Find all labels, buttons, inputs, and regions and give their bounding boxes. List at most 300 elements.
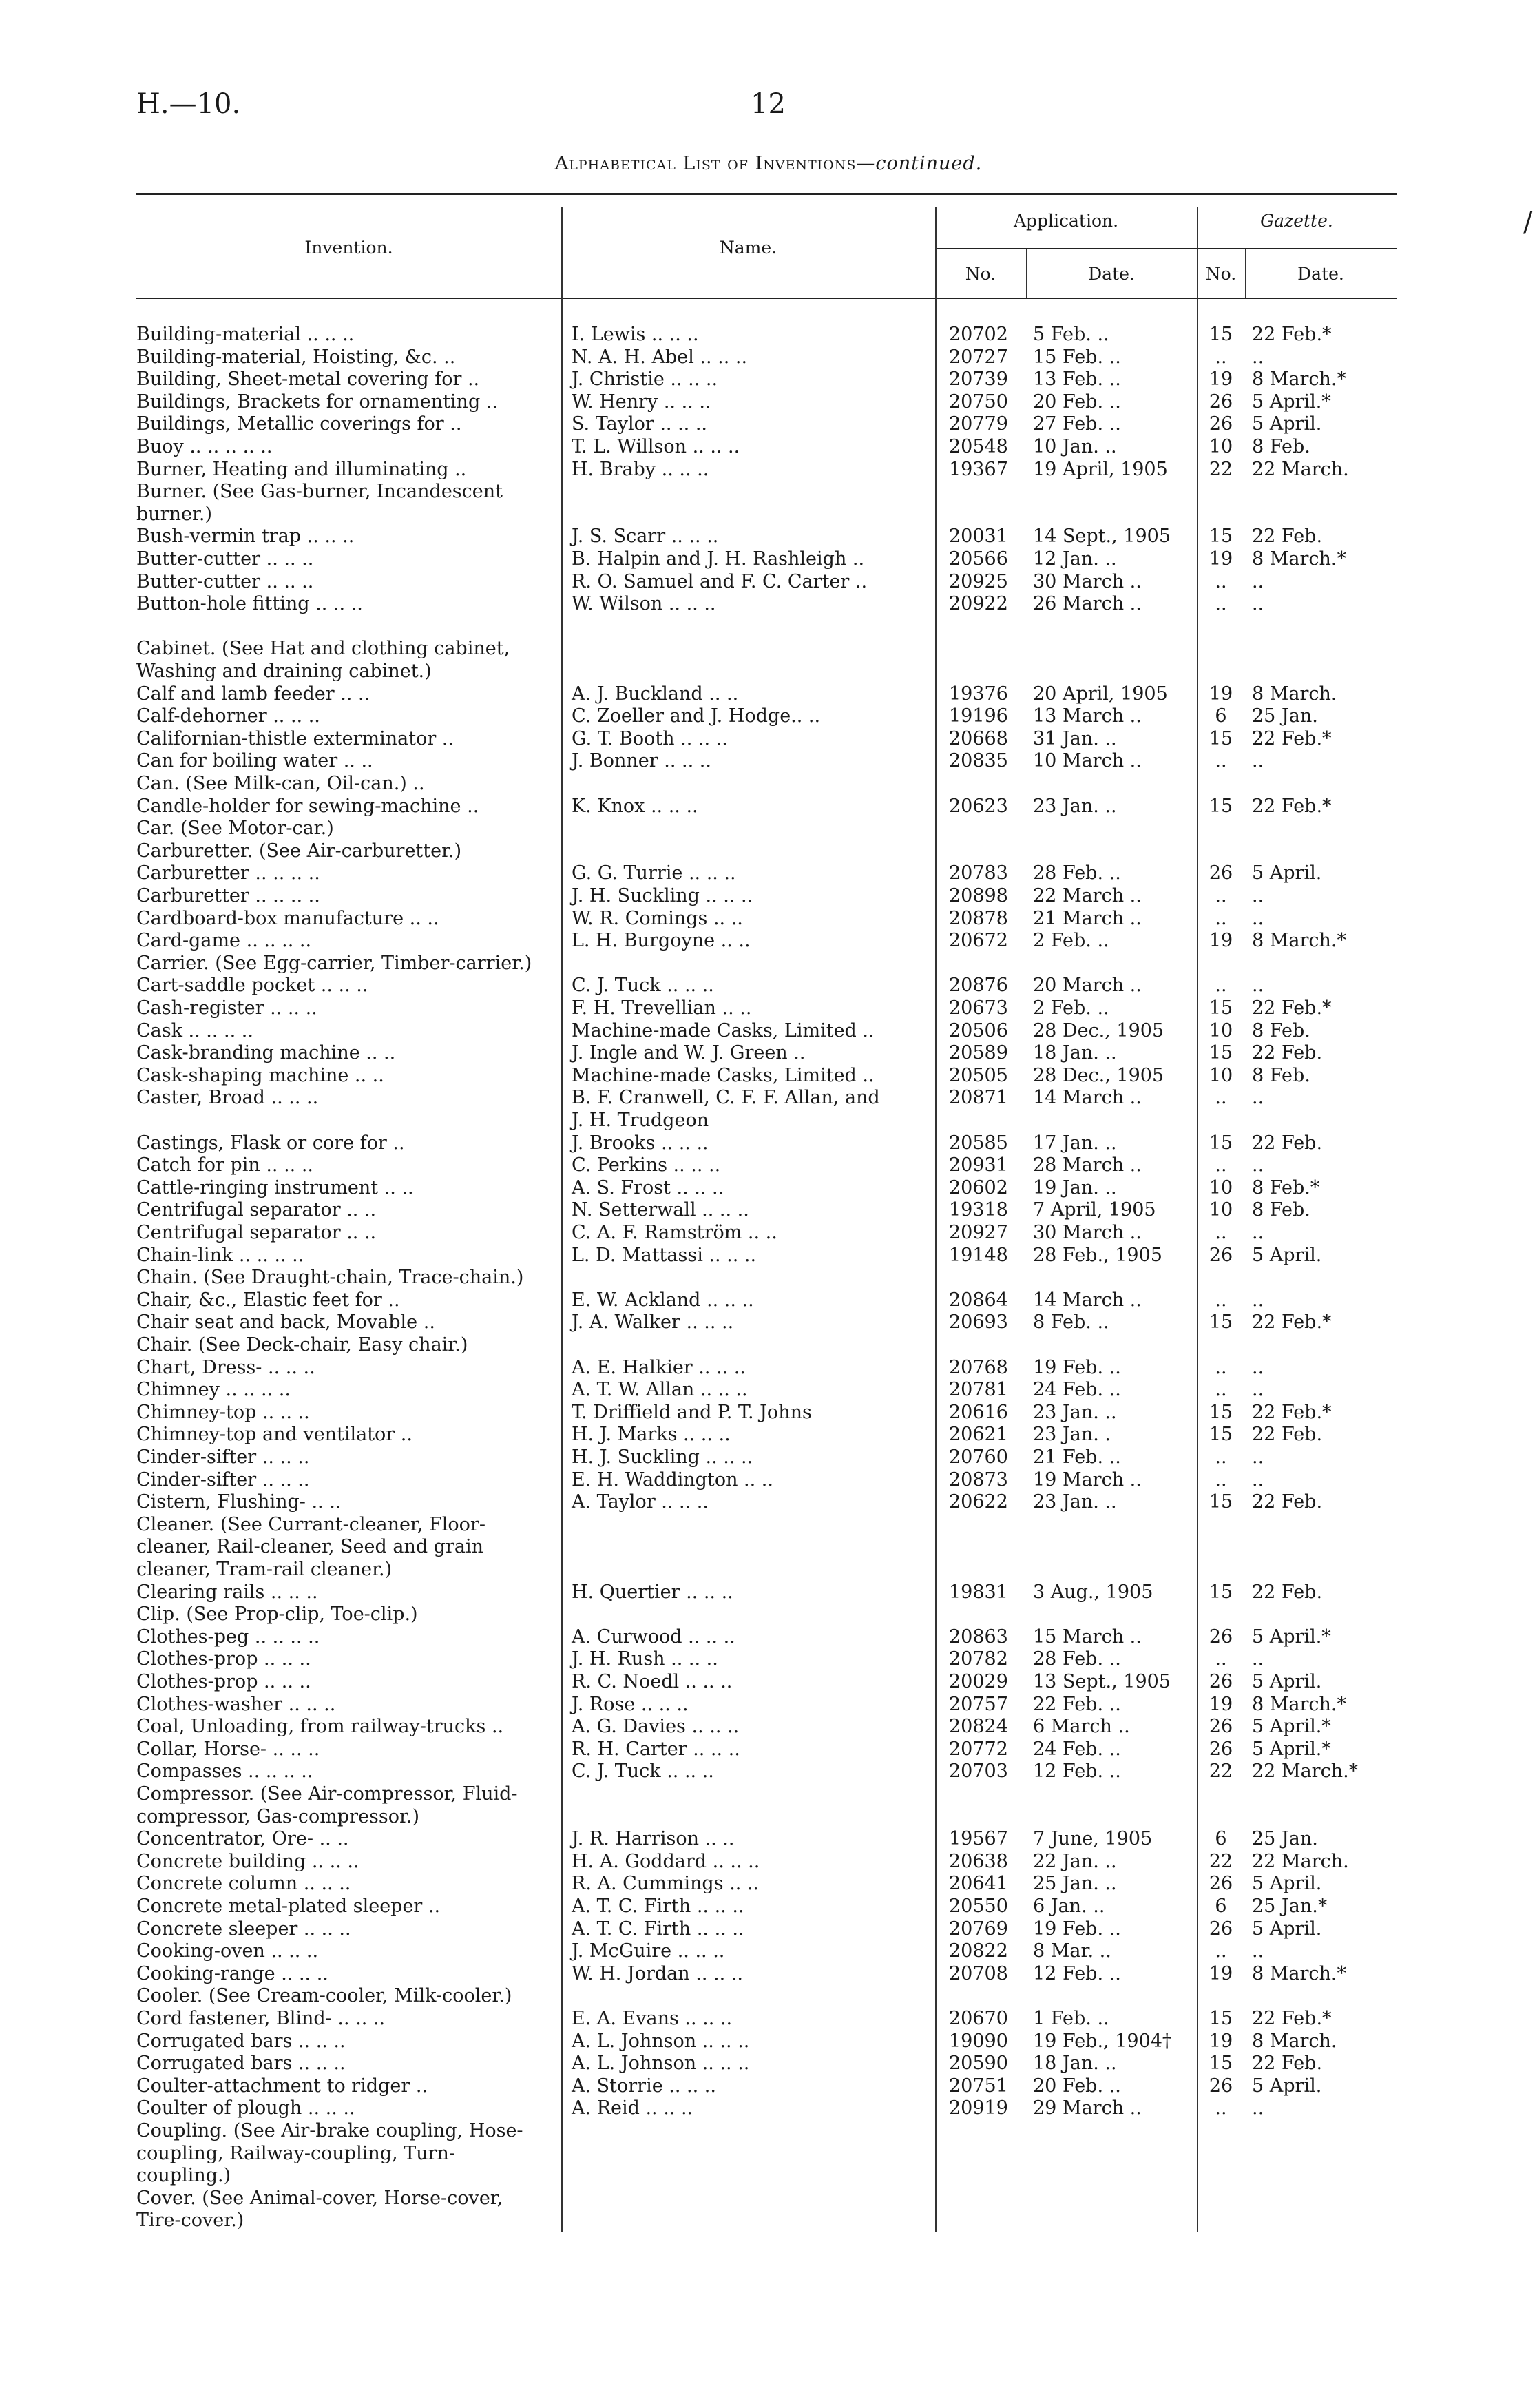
gazette-date-cell: .. (1252, 1648, 1264, 1670)
application-number-cell: 20621 (949, 1424, 1008, 1446)
invention-cell: Corrugated bars .. .. .. (136, 2030, 346, 2052)
gazette-number-cell: 15 (1209, 2008, 1233, 2029)
application-number-cell: 20925 (949, 570, 1008, 592)
gazette-number-cell: 26 (1209, 1918, 1233, 1940)
name-cell: A. T. W. Allan .. .. .. (572, 1379, 748, 1401)
invention-cell: Collar, Horse- .. .. .. (136, 1738, 320, 1760)
application-number-cell: 20622 (949, 1491, 1008, 1513)
application-date-cell: 15 March .. (1033, 1626, 1142, 1648)
application-date-cell: 20 Feb. .. (1033, 391, 1121, 413)
invention-cell: Californian-thistle exterminator .. (136, 727, 454, 749)
gazette-date-cell: .. (1252, 1379, 1264, 1401)
name-cell: R. C. Noedl .. .. .. (572, 1671, 733, 1692)
application-number-cell: 19367 (949, 458, 1008, 480)
gazette-number-cell: .. (1215, 1222, 1227, 1243)
name-cell: C. Zoeller and J. Hodge.. .. (572, 705, 821, 727)
application-number-cell: 20702 (949, 324, 1008, 345)
gazette-number-cell: 26 (1209, 1244, 1233, 1266)
application-number-cell: 20673 (949, 997, 1008, 1019)
name-cell: C. A. F. Ramström .. .. (572, 1222, 777, 1243)
name-cell: G. G. Turrie .. .. .. (572, 862, 736, 884)
gazette-date-cell: .. (1252, 2097, 1264, 2119)
invention-cell: Can for boiling water .. .. (136, 750, 373, 772)
application-number-cell: 20727 (949, 346, 1008, 368)
gazette-date-cell: 22 March.* (1252, 1761, 1359, 1783)
application-date-cell: 28 March .. (1033, 1154, 1142, 1176)
gazette-date-cell: 22 Feb.* (1252, 1311, 1332, 1333)
gazette-date-cell: 22 Feb.* (1252, 727, 1332, 749)
gazette-number-cell: .. (1215, 593, 1227, 615)
invention-cell: Cooking-range .. .. .. (136, 1962, 328, 1984)
application-number-cell: 20590 (949, 2053, 1008, 2075)
invention-cell: Chimney-top and ventilator .. (136, 1424, 412, 1446)
application-date-cell: 20 April, 1905 (1033, 683, 1168, 705)
invention-cell: Carburetter .. .. .. .. (136, 885, 320, 906)
invention-cell: Cabinet. (See Hat and clothing cabinet, (136, 638, 510, 660)
margin-mark: / (1523, 207, 1533, 238)
invention-cell: Buildings, Brackets for ornamenting .. (136, 391, 498, 413)
title-suffix: —continued. (856, 153, 983, 174)
application-number-cell: 19196 (949, 705, 1008, 727)
name-cell: J. A. Walker .. .. .. (572, 1311, 734, 1333)
gazette-date-cell: .. (1252, 975, 1264, 997)
application-number-cell: 20863 (949, 1626, 1008, 1648)
gazette-number-cell: .. (1215, 975, 1227, 997)
application-number-cell: 20931 (949, 1154, 1008, 1176)
gazette-number-cell: 26 (1209, 413, 1233, 435)
application-number-cell: 20760 (949, 1446, 1008, 1468)
invention-cell: Castings, Flask or core for .. (136, 1132, 405, 1154)
invention-cell: Catch for pin .. .. .. (136, 1154, 313, 1176)
invention-cell: Centrifugal separator .. .. (136, 1199, 377, 1221)
name-cell: Machine-made Casks, Limited .. (572, 1019, 875, 1041)
gazette-date-cell: 8 March.* (1252, 930, 1347, 952)
name-cell: A. Curwood .. .. .. (572, 1626, 735, 1648)
name-cell: G. T. Booth .. .. .. (572, 727, 728, 749)
application-number-cell: 20864 (949, 1289, 1008, 1311)
application-date-cell: 19 March .. (1033, 1468, 1142, 1491)
gazette-date-cell: .. (1252, 885, 1264, 906)
invention-cell: Compressor. (See Air-compressor, Fluid- (136, 1783, 518, 1805)
col-header-gaz-date: Date. (1297, 264, 1344, 284)
name-cell: E. W. Ackland .. .. .. (572, 1289, 754, 1311)
application-date-cell: 22 March .. (1033, 885, 1142, 906)
gazette-number-cell: 19 (1209, 1962, 1233, 1984)
invention-cell: Burner. (See Gas-burner, Incandescent (136, 481, 503, 503)
gazette-number-cell: .. (1215, 1446, 1227, 1468)
name-cell: W. Henry .. .. .. (572, 391, 711, 413)
gazette-date-cell: 22 Feb.* (1252, 997, 1332, 1019)
name-cell: N. Setterwall .. .. .. (572, 1199, 749, 1221)
gazette-number-cell: 10 (1209, 1019, 1233, 1041)
gazette-date-cell: 8 March. (1252, 683, 1337, 705)
invention-cell: Calf-dehorner .. .. .. (136, 705, 320, 727)
application-date-cell: 28 Dec., 1905 (1033, 1064, 1164, 1086)
col-header-gazette: Gazette. (1260, 211, 1333, 231)
invention-cell: Cask .. .. .. .. (136, 1019, 253, 1041)
application-date-cell: 13 March .. (1033, 705, 1142, 727)
application-date-cell: 8 Feb. .. (1033, 1311, 1109, 1333)
gazette-date-cell: 8 Feb. (1252, 1019, 1310, 1041)
application-number-cell: 20506 (949, 1019, 1008, 1041)
page-title (0, 153, 1537, 174)
application-date-cell: 6 March .. (1033, 1716, 1130, 1738)
application-number-cell: 20623 (949, 795, 1008, 817)
name-cell: S. Taylor .. .. .. (572, 413, 708, 435)
application-number-cell: 20898 (949, 885, 1008, 906)
invention-cell: Cart-saddle pocket .. .. .. (136, 975, 368, 997)
application-number-cell: 20029 (949, 1671, 1008, 1692)
gazette-date-cell: 5 April. (1252, 413, 1322, 435)
gazette-date-cell: 5 April. (1252, 2075, 1322, 2097)
invention-cell: Candle-holder for sewing-machine .. (136, 795, 479, 817)
invention-cell: Clothes-peg .. .. .. .. (136, 1626, 320, 1648)
application-number-cell: 20708 (949, 1962, 1008, 1984)
invention-cell: Car. (See Motor-car.) (136, 818, 334, 840)
invention-cell: Cistern, Flushing- .. .. (136, 1491, 342, 1513)
invention-cell: Cardboard-box manufacture .. .. (136, 907, 439, 929)
gazette-date-cell: 22 Feb. (1252, 1132, 1323, 1154)
name-cell: J. Brooks .. .. .. (572, 1132, 709, 1154)
invention-cell: Cinder-sifter .. .. .. (136, 1446, 310, 1468)
gazette-date-cell: .. (1252, 593, 1264, 615)
gazette-date-cell: 5 April. (1252, 1918, 1322, 1940)
name-cell: B. F. Cranwell, C. F. F. Allan, and (572, 1087, 880, 1109)
name-cell: I. Lewis .. .. .. (572, 324, 699, 345)
application-date-cell: 12 Jan. .. (1033, 548, 1117, 570)
invention-cell: Cask-branding machine .. .. (136, 1042, 396, 1064)
application-date-cell: 19 Jan. .. (1033, 1176, 1117, 1198)
application-date-cell: 19 Feb., 1904† (1033, 2030, 1172, 2052)
gazette-number-cell: 26 (1209, 1738, 1233, 1760)
application-date-cell: 23 Jan. .. (1033, 795, 1117, 817)
invention-cell: Concrete column .. .. .. (136, 1873, 351, 1895)
invention-cell: Chair seat and back, Movable .. (136, 1311, 435, 1333)
name-cell: C. J. Tuck .. .. .. (572, 1761, 714, 1783)
invention-cell: Clip. (See Prop-clip, Toe-clip.) (136, 1603, 418, 1626)
gazette-date-cell: 5 April. (1252, 862, 1322, 884)
name-cell: Machine-made Casks, Limited .. (572, 1064, 875, 1086)
application-number-cell: 20922 (949, 593, 1008, 615)
application-number-cell: 20757 (949, 1693, 1008, 1715)
application-date-cell: 14 March .. (1033, 1289, 1142, 1311)
invention-cell: Cattle-ringing instrument .. .. (136, 1176, 414, 1198)
gazette-number-cell: 15 (1209, 1042, 1233, 1064)
application-number-cell: 20768 (949, 1356, 1008, 1378)
gazette-number-cell: 15 (1209, 1491, 1233, 1513)
application-number-cell: 20670 (949, 2008, 1008, 2029)
gazette-number-cell: 15 (1209, 997, 1233, 1019)
gazette-number-cell: 26 (1209, 862, 1233, 884)
application-number-cell: 20822 (949, 1940, 1008, 1962)
application-number-cell: 20585 (949, 1132, 1008, 1154)
gazette-date-cell: .. (1252, 750, 1264, 772)
gazette-number-cell: 22 (1209, 1761, 1233, 1783)
gazette-date-cell: 22 Feb. (1252, 1491, 1323, 1513)
application-number-cell: 20835 (949, 750, 1008, 772)
name-cell: L. H. Burgoyne .. .. (572, 930, 751, 952)
invention-cell: Cash-register .. .. .. (136, 997, 317, 1019)
invention-cell: Cover. (See Animal-cover, Horse-cover, (136, 2187, 503, 2209)
gazette-number-cell: .. (1215, 1356, 1227, 1378)
invention-cell: coupling.) (136, 2165, 231, 2187)
name-cell: B. Halpin and J. H. Rashleigh .. (572, 548, 865, 570)
gazette-date-cell: 8 Feb. (1252, 436, 1310, 457)
gazette-date-cell: .. (1252, 1940, 1264, 1962)
name-cell: A. L. Johnson .. .. .. (572, 2030, 750, 2052)
invention-cell: coupling, Railway-coupling, Turn- (136, 2142, 456, 2164)
application-number-cell: 20783 (949, 862, 1008, 884)
gazette-number-cell: 6 (1215, 1896, 1227, 1917)
application-number-cell: 20873 (949, 1468, 1008, 1491)
application-number-cell: 20739 (949, 369, 1008, 391)
gazette-date-cell: 22 Feb. (1252, 2053, 1323, 2075)
application-number-cell: 20668 (949, 727, 1008, 749)
gazette-date-cell: .. (1252, 1356, 1264, 1378)
name-cell: A. L. Johnson .. .. .. (572, 2053, 750, 2075)
name-cell: R. O. Samuel and F. C. Carter .. (572, 570, 868, 592)
invention-cell: Calf and lamb feeder .. .. (136, 683, 370, 705)
invention-cell: Caster, Broad .. .. .. (136, 1087, 319, 1109)
application-date-cell: 10 March .. (1033, 750, 1142, 772)
invention-cell: Carburetter .. .. .. .. (136, 862, 320, 884)
application-date-cell: 28 Feb. .. (1033, 862, 1121, 884)
application-date-cell: 20 March .. (1033, 975, 1142, 997)
gazette-number-cell: .. (1215, 1289, 1227, 1311)
invention-cell: Concrete metal-plated sleeper .. (136, 1896, 441, 1917)
application-number-cell: 20824 (949, 1716, 1008, 1738)
application-date-cell: 28 Dec., 1905 (1033, 1019, 1164, 1041)
gazette-number-cell: .. (1215, 570, 1227, 592)
application-date-cell: 12 Feb. .. (1033, 1962, 1121, 1984)
gazette-date-cell: 5 April.* (1252, 1738, 1331, 1760)
application-number-cell: 20548 (949, 436, 1008, 457)
invention-cell: Buildings, Metallic coverings for .. (136, 413, 462, 435)
application-date-cell: 30 March .. (1033, 1222, 1142, 1243)
gazette-date-cell: 22 March. (1252, 1850, 1349, 1872)
application-date-cell: 24 Feb. .. (1033, 1379, 1121, 1401)
application-date-cell: 30 March .. (1033, 570, 1142, 592)
application-date-cell: 21 Feb. .. (1033, 1446, 1121, 1468)
gazette-date-cell: 8 March.* (1252, 1693, 1347, 1715)
application-date-cell: 2 Feb. .. (1033, 930, 1109, 952)
application-number-cell: 20751 (949, 2075, 1008, 2097)
gazette-number-cell: .. (1215, 1648, 1227, 1670)
gazette-date-cell: 8 Feb. (1252, 1199, 1310, 1221)
application-date-cell: 15 Feb. .. (1033, 346, 1121, 368)
gazette-date-cell: 22 Feb. (1252, 1581, 1323, 1603)
gazette-date-cell: 22 Feb.* (1252, 2008, 1332, 2029)
title-main: Alphabetical List of Inventions (554, 153, 857, 174)
gazette-number-cell: .. (1215, 907, 1227, 929)
name-cell: A. Reid .. .. .. (572, 2097, 693, 2119)
name-cell: J. R. Harrison .. .. (572, 1828, 735, 1850)
gazette-number-cell: .. (1215, 750, 1227, 772)
name-cell: E. A. Evans .. .. .. (572, 2008, 733, 2029)
gazette-date-cell: 25 Jan.* (1252, 1896, 1328, 1917)
application-date-cell: 23 Jan. .. (1033, 1401, 1117, 1423)
gazette-date-cell: 22 Feb. (1252, 1424, 1323, 1446)
application-number-cell: 20638 (949, 1850, 1008, 1872)
invention-cell: cleaner, Rail-cleaner, Seed and grain (136, 1536, 484, 1558)
invention-cell: Tire-cover.) (136, 2210, 244, 2232)
application-number-cell: 20550 (949, 1896, 1008, 1917)
application-number-cell: 19090 (949, 2030, 1008, 2052)
gazette-date-cell: .. (1252, 1154, 1264, 1176)
name-cell: J. Rose .. .. .. (572, 1693, 689, 1715)
gazette-date-cell: 5 April.* (1252, 1716, 1331, 1738)
name-cell: A. J. Buckland .. .. (572, 683, 739, 705)
invention-cell: Centrifugal separator .. .. (136, 1222, 377, 1243)
gazette-number-cell: 15 (1209, 2053, 1233, 2075)
application-number-cell: 20031 (949, 526, 1008, 548)
gazette-number-cell: 15 (1209, 1311, 1233, 1333)
name-cell: F. H. Trevellian .. .. (572, 997, 752, 1019)
gazette-number-cell: 19 (1209, 683, 1233, 705)
name-cell: T. Driffield and P. T. Johns (572, 1401, 812, 1423)
gazette-date-cell: 5 April. (1252, 1244, 1322, 1266)
application-number-cell: 20782 (949, 1648, 1008, 1670)
invention-cell: Clothes-prop .. .. .. (136, 1671, 311, 1692)
name-cell: J. Ingle and W. J. Green .. (572, 1042, 806, 1064)
name-cell: H. J. Suckling .. .. .. (572, 1446, 753, 1468)
gazette-date-cell: 25 Jan. (1252, 705, 1318, 727)
application-date-cell: 14 Sept., 1905 (1033, 526, 1171, 548)
gazette-number-cell: 10 (1209, 436, 1233, 457)
gazette-date-cell: .. (1252, 570, 1264, 592)
gazette-number-cell: .. (1215, 1468, 1227, 1491)
application-date-cell: 7 June, 1905 (1033, 1828, 1153, 1850)
page-number: 12 (751, 88, 786, 120)
name-cell: N. A. H. Abel .. .. .. (572, 346, 748, 368)
name-cell: H. A. Goddard .. .. .. (572, 1850, 760, 1872)
name-cell: A. G. Davies .. .. .. (572, 1716, 740, 1738)
invention-cell: Bush-vermin trap .. .. .. (136, 526, 355, 548)
application-date-cell: 5 Feb. .. (1033, 324, 1109, 345)
gazette-date-cell: 8 March.* (1252, 548, 1347, 570)
application-number-cell: 20781 (949, 1379, 1008, 1401)
col-header-gaz-no: No. (1205, 264, 1237, 284)
invention-cell: Cooking-oven .. .. .. (136, 1940, 319, 1962)
name-cell: R. A. Cummings .. .. (572, 1873, 760, 1895)
application-date-cell: 8 Mar. .. (1033, 1940, 1111, 1962)
gazette-number-cell: 15 (1209, 727, 1233, 749)
gazette-number-cell: 19 (1209, 2030, 1233, 2052)
col-header-name: Name. (719, 238, 777, 258)
gazette-date-cell: .. (1252, 1222, 1264, 1243)
gazette-date-cell: 22 March. (1252, 458, 1349, 480)
invention-cell: Can. (See Milk-can, Oil-can.) .. (136, 773, 425, 794)
name-cell: K. Knox .. .. .. (572, 795, 698, 817)
invention-cell: Cask-shaping machine .. .. (136, 1064, 384, 1086)
header-bottom-rule (136, 298, 1397, 299)
invention-cell: Card-game .. .. .. .. (136, 930, 312, 952)
gazette-date-cell: .. (1252, 907, 1264, 929)
gazette-date-cell: 22 Feb. (1252, 1042, 1323, 1064)
gazette-date-cell: 5 April.* (1252, 1626, 1331, 1648)
application-number-cell: 19831 (949, 1581, 1008, 1603)
gazette-number-cell: 26 (1209, 2075, 1233, 2097)
name-cell: J. S. Scarr .. .. .. (572, 526, 719, 548)
gazette-number-cell: 10 (1209, 1064, 1233, 1086)
gazette-date-cell: 22 Feb.* (1252, 795, 1332, 817)
invention-cell: Concrete sleeper .. .. .. (136, 1918, 351, 1940)
invention-cell: Coal, Unloading, from railway-trucks .. (136, 1716, 504, 1738)
gazette-date-cell: 22 Feb. (1252, 526, 1323, 548)
application-date-cell: 6 Jan. .. (1033, 1896, 1105, 1917)
gazette-date-cell: .. (1252, 1446, 1264, 1468)
application-number-cell: 20589 (949, 1042, 1008, 1064)
application-date-cell: 18 Jan. .. (1033, 2053, 1117, 2075)
invention-cell: Building-material .. .. .. (136, 324, 355, 345)
gazette-number-cell: 26 (1209, 1716, 1233, 1738)
application-date-cell: 13 Sept., 1905 (1033, 1671, 1171, 1692)
invention-cell: Chart, Dress- .. .. .. (136, 1356, 315, 1378)
invention-cell: Carburetter. (See Air-carburetter.) (136, 840, 462, 862)
gazette-number-cell: 15 (1209, 1581, 1233, 1603)
invention-cell: Cleaner. (See Currant-cleaner, Floor- (136, 1513, 485, 1535)
invention-cell: Coulter of plough .. .. .. (136, 2097, 355, 2119)
application-number-cell: 20505 (949, 1064, 1008, 1086)
column-divider-name (561, 207, 563, 2232)
application-number-cell: 20779 (949, 413, 1008, 435)
application-number-cell: 20772 (949, 1738, 1008, 1760)
invention-cell: Burner, Heating and illuminating .. (136, 458, 467, 480)
invention-cell: Chimney .. .. .. .. (136, 1379, 291, 1401)
application-date-cell: 13 Feb. .. (1033, 369, 1121, 391)
gazette-number-cell: 10 (1209, 1199, 1233, 1221)
name-cell: L. D. Mattassi .. .. .. (572, 1244, 757, 1266)
application-date-cell: 26 March .. (1033, 593, 1142, 615)
gazette-number-cell: 19 (1209, 369, 1233, 391)
application-number-cell: 20616 (949, 1401, 1008, 1423)
gazette-number-cell: .. (1215, 885, 1227, 906)
application-number-cell: 20769 (949, 1918, 1008, 1940)
invention-cell: Building, Sheet-metal covering for .. (136, 369, 480, 391)
gazette-number-cell: 26 (1209, 1626, 1233, 1648)
gazette-number-cell: .. (1215, 346, 1227, 368)
gazette-date-cell: 22 Feb.* (1252, 324, 1332, 345)
name-cell: A. E. Halkier .. .. .. (572, 1356, 746, 1378)
gazette-date-cell: 5 April.* (1252, 391, 1331, 413)
gazette-number-cell: .. (1215, 1940, 1227, 1962)
application-number-cell: 20871 (949, 1087, 1008, 1109)
gazette-date-cell: 25 Jan. (1252, 1828, 1318, 1850)
top-rule (136, 193, 1397, 195)
invention-cell: Building-material, Hoisting, &c. .. (136, 346, 456, 368)
name-cell: H. Braby .. .. .. (572, 458, 709, 480)
name-cell: J. H. Suckling .. .. .. (572, 885, 753, 906)
invention-cell: Concentrator, Ore- .. .. (136, 1828, 349, 1850)
gazette-date-cell: .. (1252, 346, 1264, 368)
invention-cell: Butter-cutter .. .. .. (136, 570, 314, 592)
application-date-cell: 31 Jan. .. (1033, 727, 1117, 749)
name-cell: J. Bonner .. .. .. (572, 750, 711, 772)
invention-cell: Corrugated bars .. .. .. (136, 2053, 346, 2075)
application-date-cell: 21 March .. (1033, 907, 1142, 929)
name-cell: A. T. C. Firth .. .. .. (572, 1896, 744, 1917)
invention-cell: Chair, &c., Elastic feet for .. (136, 1289, 400, 1311)
invention-cell: Compasses .. .. .. .. (136, 1761, 313, 1783)
application-number-cell: 20750 (949, 391, 1008, 413)
gazette-number-cell: 15 (1209, 795, 1233, 817)
name-cell: A. Taylor .. .. .. (572, 1491, 709, 1513)
name-cell: J. McGuire .. .. .. (572, 1940, 725, 1962)
gazette-number-cell: 26 (1209, 1873, 1233, 1895)
application-number-cell: 19376 (949, 683, 1008, 705)
application-date-cell: 1 Feb. .. (1033, 2008, 1109, 2029)
gazette-number-cell: 15 (1209, 1424, 1233, 1446)
